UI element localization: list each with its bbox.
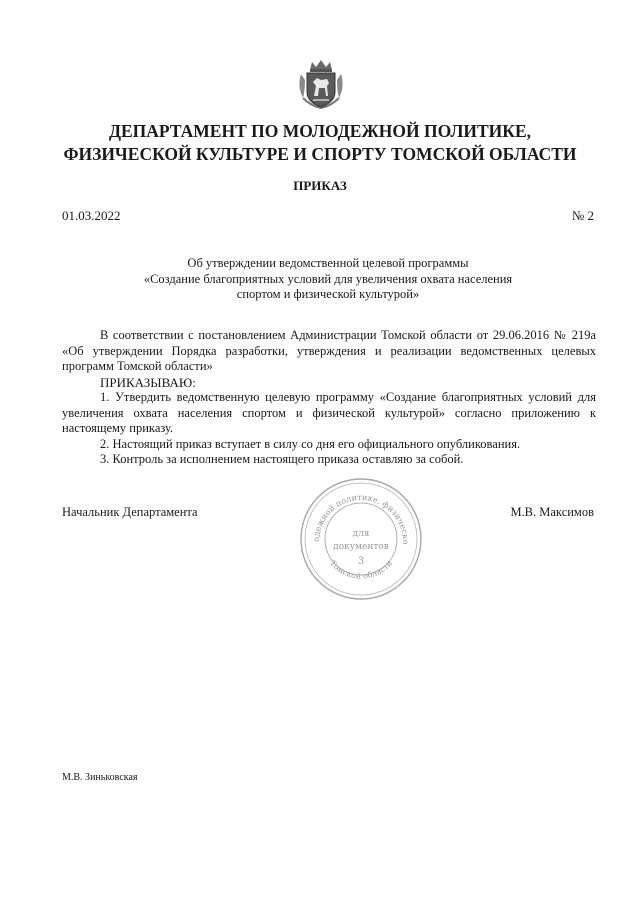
signature-role: Начальник Департамента <box>62 505 198 519</box>
order-body <box>62 328 596 468</box>
department-title-line2: ФИЗИЧЕСКОЙ КУЛЬТУРЕ И СПОРТУ ТОМСКОЙ ОБЛАСТИ <box>63 144 577 164</box>
seal-center-line2: документов <box>333 542 389 552</box>
order-subject <box>62 256 594 303</box>
seal-center-line1: для <box>352 529 370 539</box>
department-title <box>40 120 600 166</box>
executor-name: М.В. Зиньковская <box>62 772 138 783</box>
order-item-1: 1. Утвердить ведомственную целевую программу «Создание благоприятных условий для увеличения охвата населения спортом и физической культурой» согласно приложению к настоящему приказу. <box>62 390 596 435</box>
department-title-line1: ДЕПАРТАМЕНТ ПО МОЛОДЕЖНОЙ ПОЛИТИКЕ, <box>108 121 532 141</box>
seal-outer-text: одежной политике, физическо <box>310 491 412 545</box>
seal-center-number: 3 <box>357 556 365 567</box>
decree-word: ПРИКАЗЫВАЮ: <box>100 374 196 390</box>
subject-line2: «Создание благоприятных условий для увеличения охвата населения <box>143 271 513 286</box>
signature-name: М.В. Максимов <box>510 505 594 519</box>
document-type: ПРИКАЗ <box>293 178 347 193</box>
subject-line1: Об утверждении ведомственной целевой программы <box>187 256 469 270</box>
order-item-2: 2. Настоящий приказ вступает в силу со дня его официального опубликования. <box>100 436 521 451</box>
seal-bottom-text: Томской области <box>327 558 395 581</box>
official-seal <box>298 476 424 602</box>
preamble-paragraph: В соответствии с постановлением Администрации Томской области от 29.06.2016 № 219а «Об утверждении Порядка разработки, утверждения и реализации ведомственных целевых программ Томской области» <box>62 328 596 373</box>
order-number: № 2 <box>571 208 594 223</box>
tomsk-coat-of-arms-icon <box>293 56 349 112</box>
order-date: 01.03.2022 <box>62 208 121 223</box>
subject-line3: спортом и физической культурой» <box>236 287 420 301</box>
order-item-3: 3. Контроль за исполнением настоящего приказа оставляю за собой. <box>100 452 464 466</box>
